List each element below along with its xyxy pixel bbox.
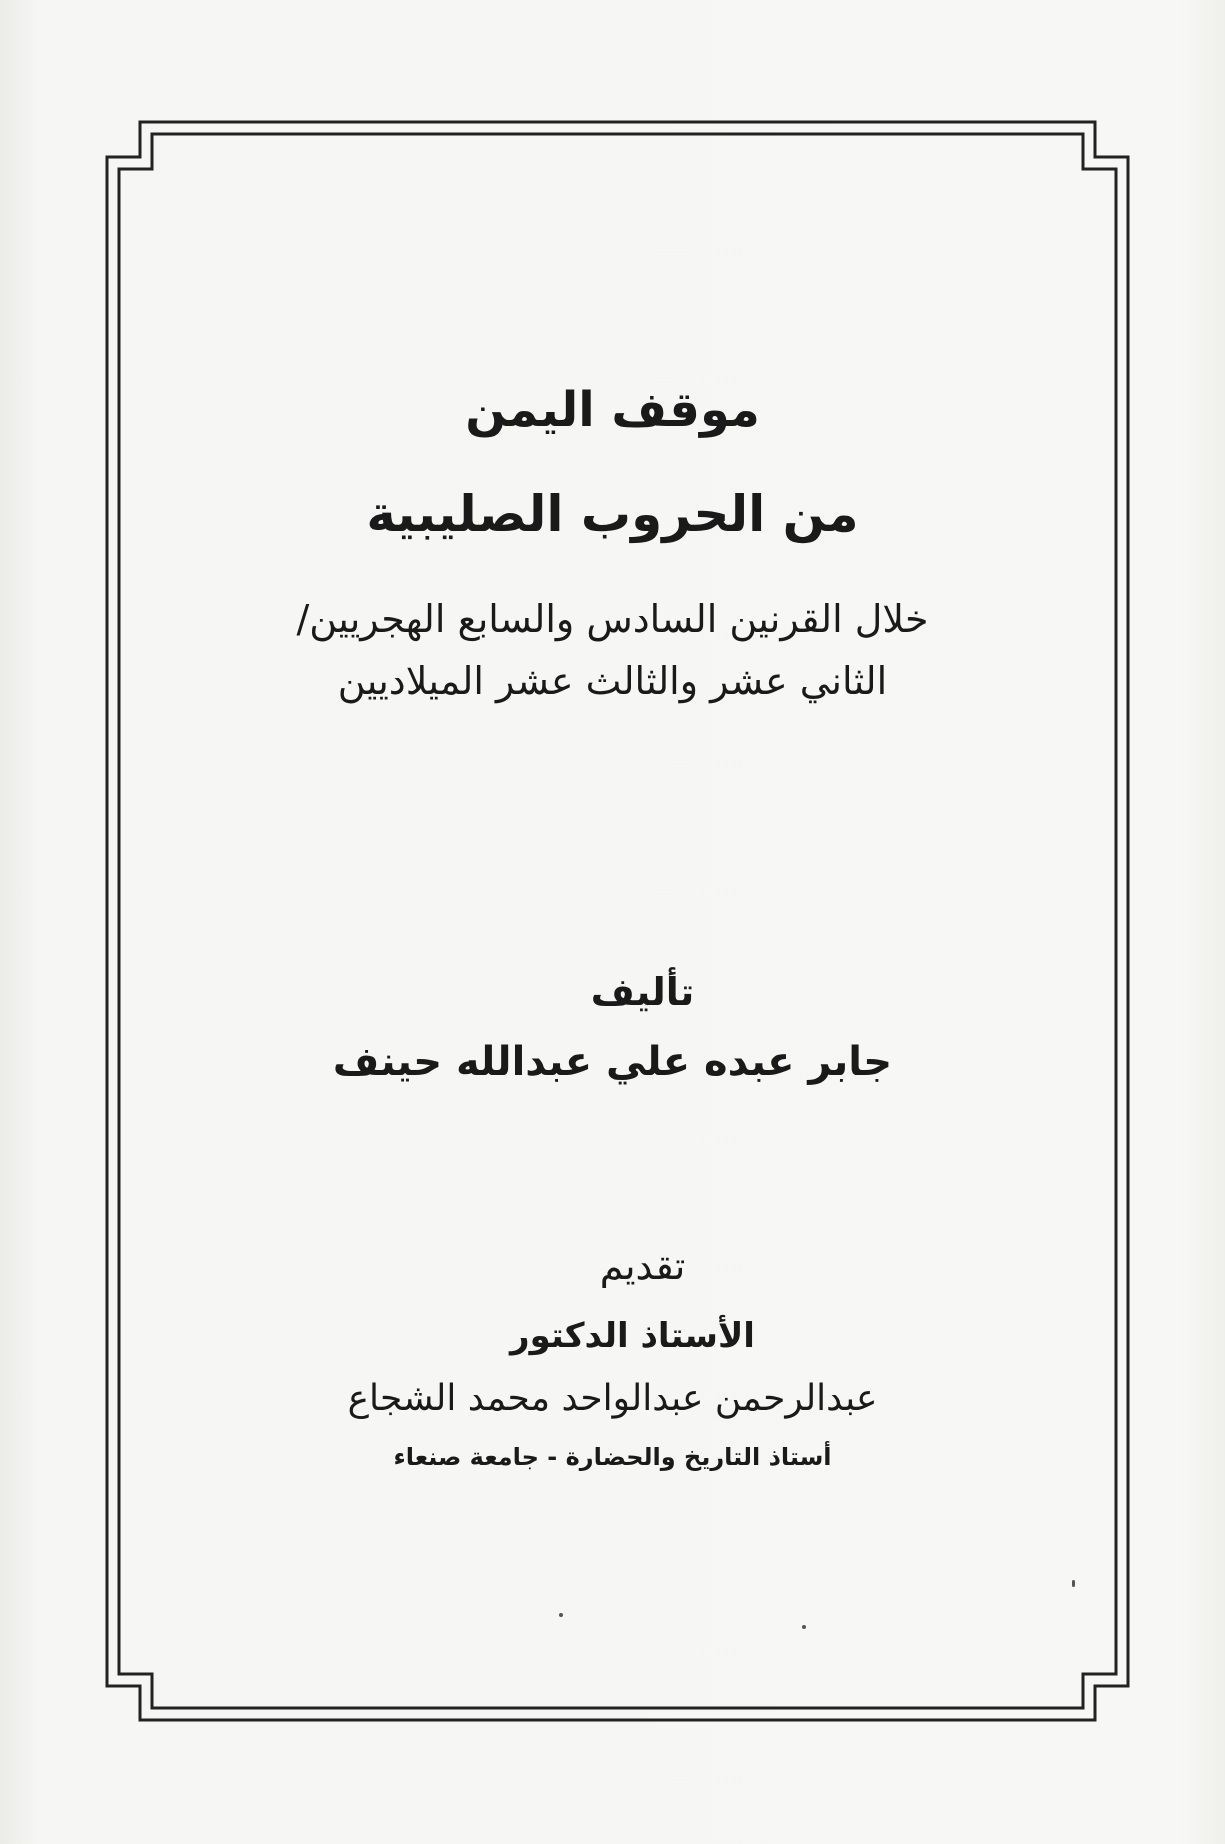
book-title-line-1: موقف اليمن bbox=[465, 382, 760, 438]
print-speck bbox=[559, 1613, 563, 1617]
print-speck bbox=[802, 1625, 806, 1629]
presenter-name: عبدالرحمن عبدالواحد محمد الشجاع bbox=[347, 1378, 878, 1419]
book-subtitle bbox=[160, 588, 1065, 712]
author-name: جابر عبده علي عبدالله حينف bbox=[332, 1039, 893, 1085]
preface-label: تقديم bbox=[599, 1244, 686, 1288]
author-label: تأليف bbox=[590, 970, 695, 1014]
subtitle-line-2: الثاني عشر والثالث عشر الميلاديين bbox=[337, 659, 888, 703]
presenter-academic-title: الأستاذ الدكتور bbox=[510, 1316, 755, 1356]
subtitle-line-1: خلال القرنين السادس والسابع الهجريين/ bbox=[296, 597, 929, 641]
title-page-content bbox=[160, 380, 1065, 1475]
presenter-affiliation: أستاذ التاريخ والحضارة - جامعة صنعاء bbox=[393, 1443, 832, 1471]
print-speck bbox=[1072, 1580, 1075, 1587]
book-title-line-2: من الحروب الصليبية bbox=[366, 485, 859, 543]
